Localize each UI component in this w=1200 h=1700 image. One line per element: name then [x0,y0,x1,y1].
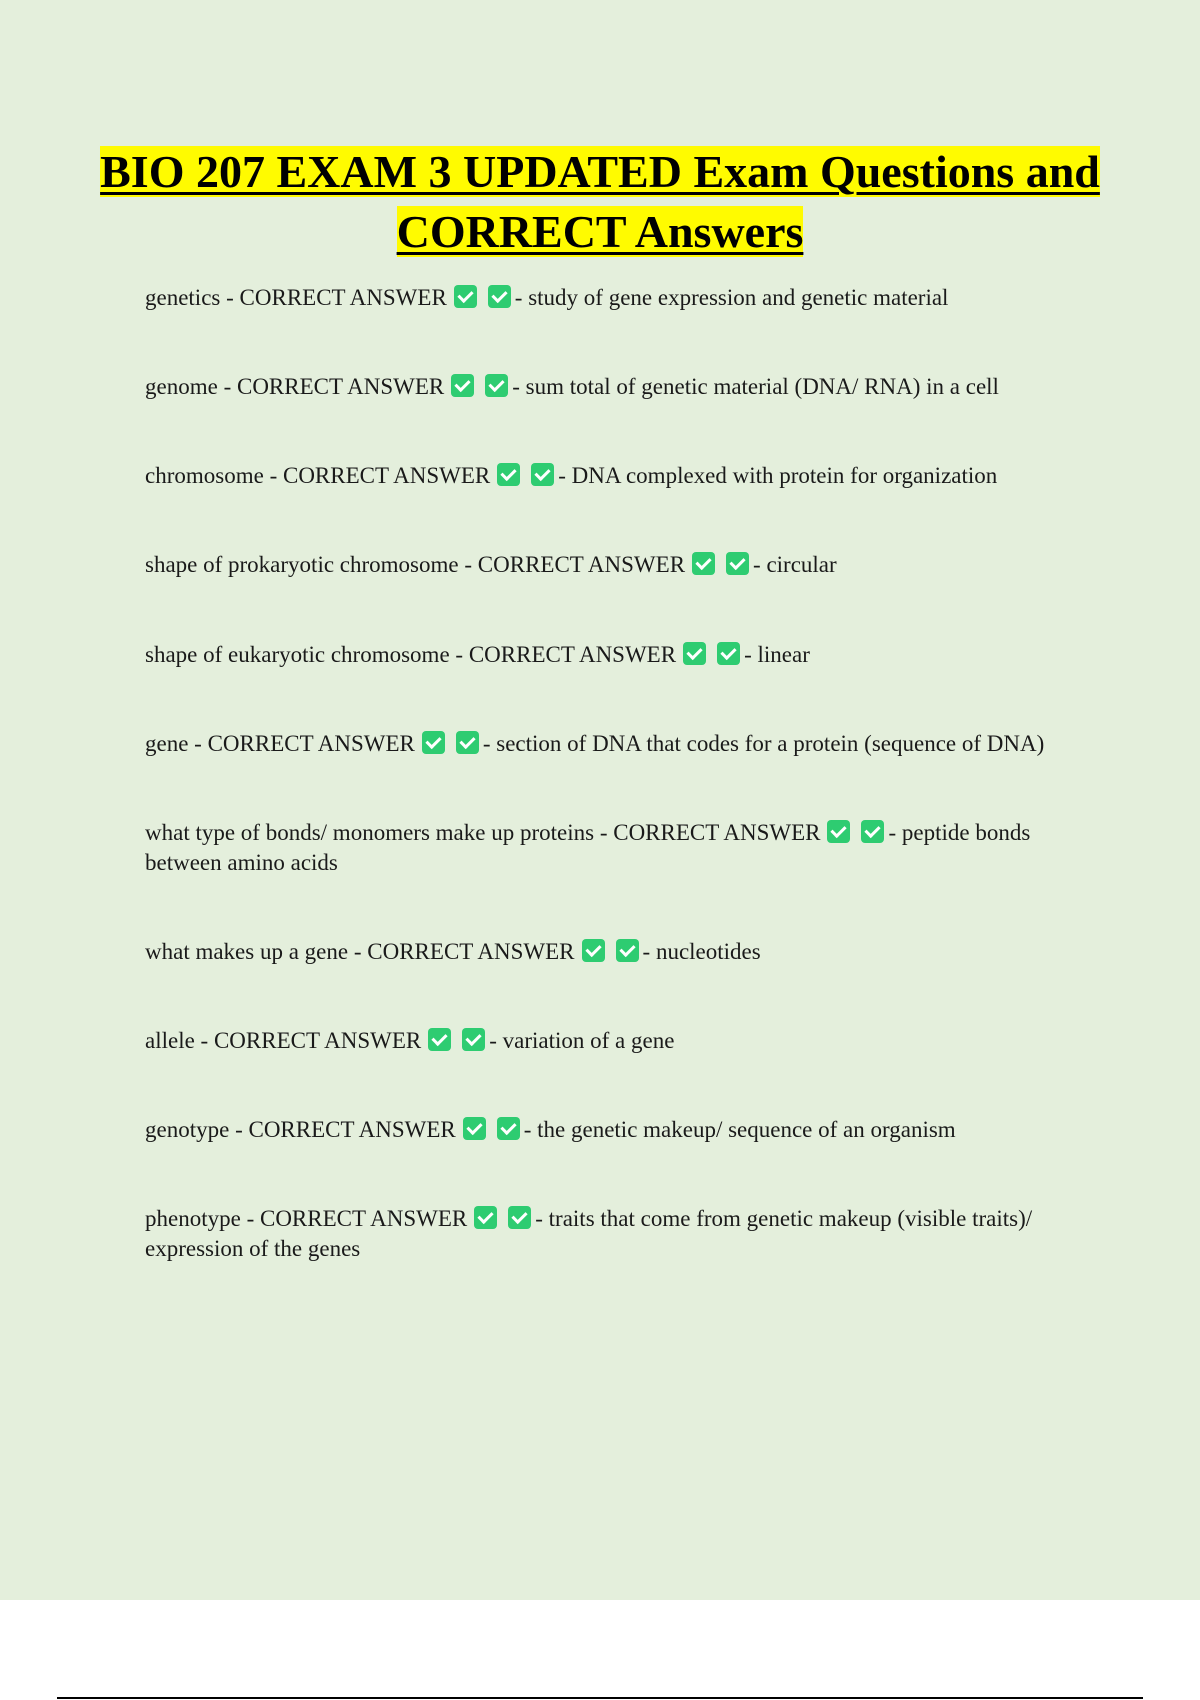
qa-definition: nucleotides [655,939,761,964]
check-icon [827,820,850,843]
qa-term: genetics [145,285,221,310]
check-icon [497,463,520,486]
qa-definition: section of DNA that codes for a protein (sequence of DNA) [496,731,1045,756]
qa-item: gene - CORRECT ANSWER - section of DNA that codes for a protein (sequence of DNA) [145,731,1045,756]
check-icon [616,939,639,962]
check-icon [717,642,740,665]
qa-item: shape of prokaryotic chromosome - CORRECT ANSWER - circular [145,552,837,577]
qa-term: phenotype [145,1206,241,1231]
check-icon [451,374,474,397]
qa-marker: CORRECT ANSWER [248,1117,456,1142]
qa-marker: CORRECT ANSWER [282,463,491,488]
check-icon [463,1117,486,1140]
qa-term: shape of eukaryotic chromosome [145,642,450,667]
check-icon [422,731,445,754]
qa-item: what makes up a gene - CORRECT ANSWER - nucleotides [145,939,761,964]
qa-item: genotype - CORRECT ANSWER - the genetic makeup/ sequence of an organism [145,1117,956,1142]
qa-item: allele - CORRECT ANSWER - variation of a gene [145,1028,675,1053]
check-icon [861,820,884,843]
qa-term: allele [145,1028,195,1053]
check-icon [683,642,706,665]
qa-term: what type of bonds/ monomers make up proteins [145,820,595,845]
qa-item: what type of bonds/ monomers make up proteins - CORRECT ANSWER - peptide bonds between amino acids [145,820,1031,875]
qa-item: genetics - CORRECT ANSWER - study of gene expression and genetic material [145,285,949,310]
qa-definition: study of gene expression and genetic material [528,285,949,310]
qa-definition: linear [757,642,810,667]
qa-term: genotype [145,1117,230,1142]
qa-term: chromosome [145,463,264,488]
qa-marker: CORRECT ANSWER [259,1206,468,1231]
qa-definition: the genetic makeup/ sequence of an organism [537,1117,956,1142]
qa-marker: CORRECT ANSWER [477,552,686,577]
check-icon [497,1117,520,1140]
qa-term: gene [145,731,189,756]
qa-marker: CORRECT ANSWER [367,939,575,964]
qa-marker: CORRECT ANSWER [239,285,447,310]
check-icon [462,1028,485,1051]
check-icon [488,285,511,308]
check-icon [485,374,508,397]
qa-marker: CORRECT ANSWER [613,820,821,845]
qa-marker: CORRECT ANSWER [213,1028,422,1053]
qa-marker: CORRECT ANSWER [468,642,677,667]
qa-definition: traits that come from genetic makeup (visible traits)/ expression of the genes [145,1206,1033,1261]
check-icon [474,1206,497,1229]
qa-definition: peptide bonds between amino acids [145,820,1031,875]
check-icon [726,552,749,575]
qa-item: shape of eukaryotic chromosome - CORRECT ANSWER - linear [145,642,810,667]
title-block [0,142,1200,262]
qa-definition: DNA complexed with protein for organization [571,463,998,488]
qa-term: what makes up a gene [145,939,349,964]
qa-term: genome [145,374,218,399]
qa-marker: CORRECT ANSWER [207,731,415,756]
qa-definition: sum total of genetic material (DNA/ RNA) in a cell [525,374,999,399]
qa-item: chromosome - CORRECT ANSWER - DNA complexed with protein for organization [145,463,998,488]
qa-definition: variation of a gene [502,1028,675,1053]
check-icon [428,1028,451,1051]
qa-term: shape of prokaryotic chromosome [145,552,459,577]
check-icon [456,731,479,754]
check-icon [508,1206,531,1229]
qa-item: phenotype - CORRECT ANSWER - traits that come from genetic makeup (visible traits)/ expression of the genes [145,1206,1033,1261]
check-icon [692,552,715,575]
check-icon [582,939,605,962]
page-title: BIO 207 EXAM 3 UPDATED Exam Questions and CORRECT Answers [100,146,1100,257]
qa-marker: CORRECT ANSWER [236,374,445,399]
check-icon [454,285,477,308]
qa-item: genome - CORRECT ANSWER - sum total of genetic material (DNA/ RNA) in a cell [145,374,999,399]
check-icon [531,463,554,486]
footer-divider [57,1697,1143,1699]
qa-definition: circular [766,552,837,577]
qa-list [145,283,1085,1264]
